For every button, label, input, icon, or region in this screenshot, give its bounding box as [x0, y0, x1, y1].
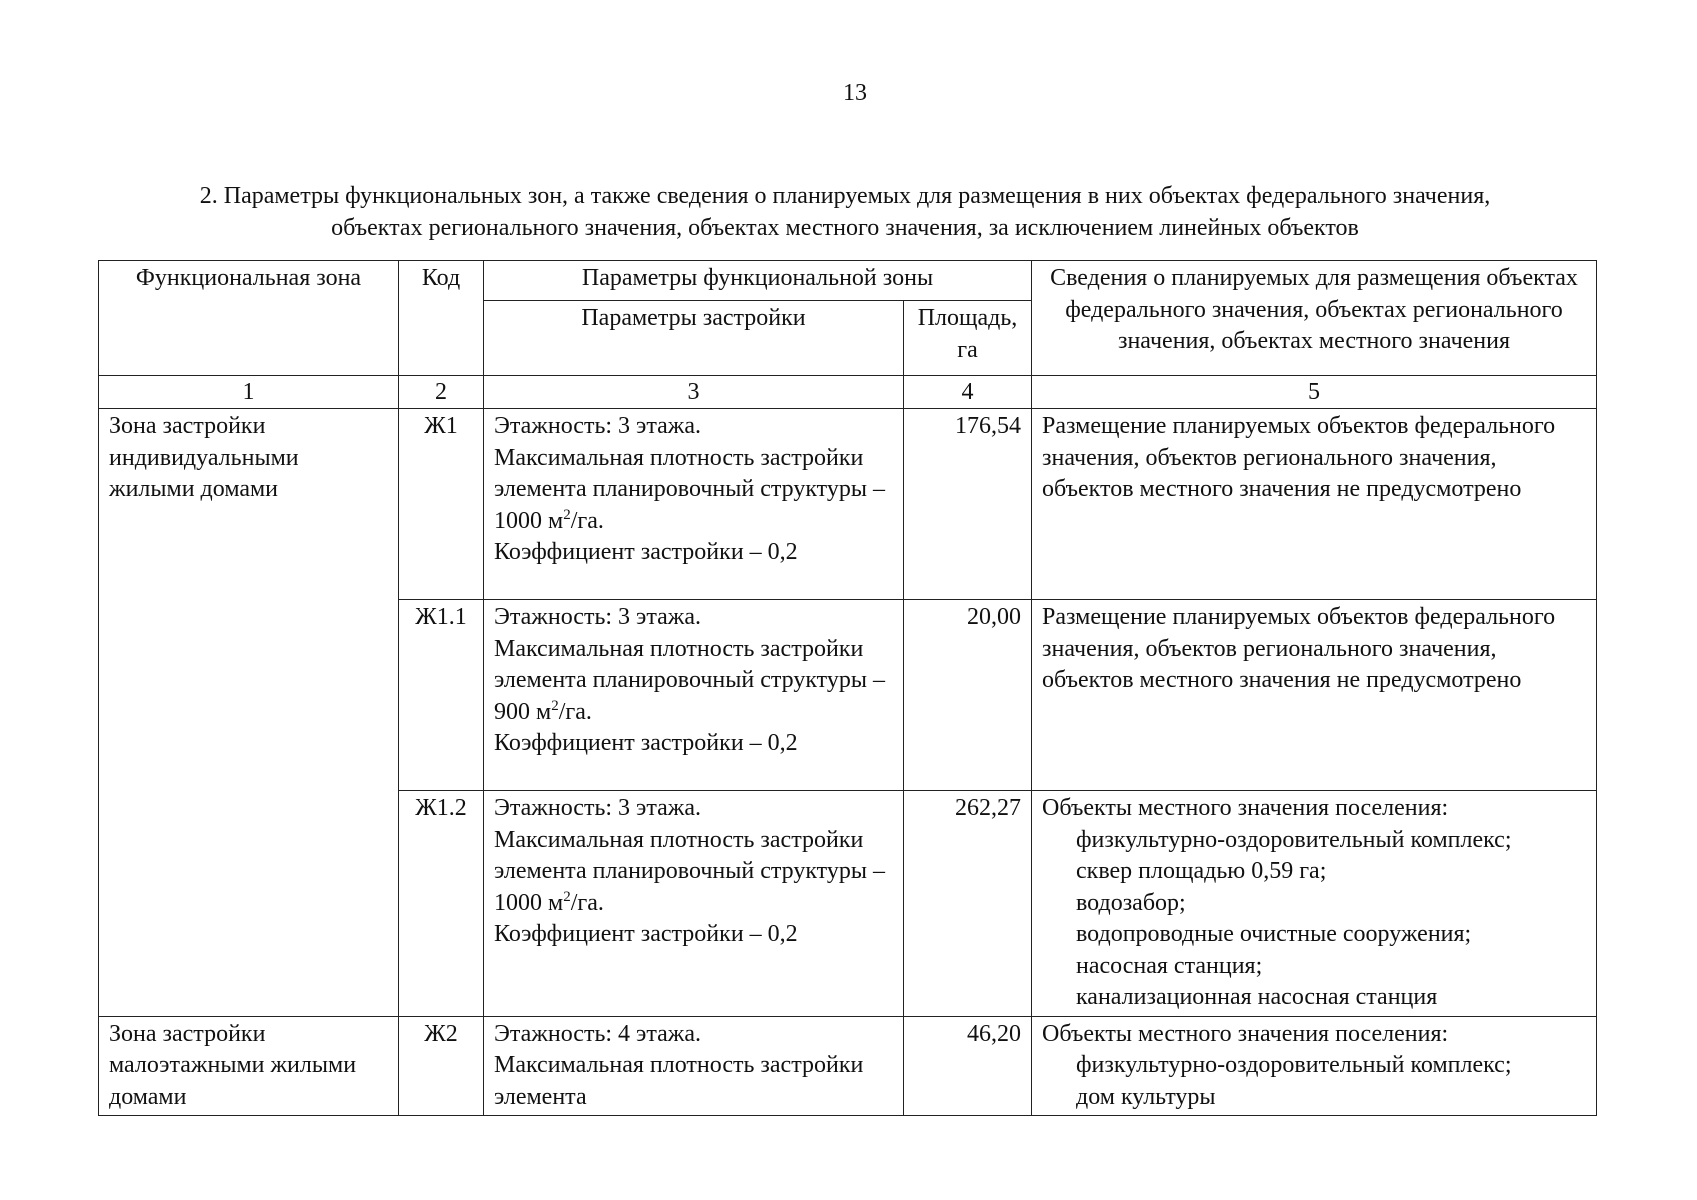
- floors-text: Этажность: 4 этажа.: [494, 1020, 702, 1047]
- density-value: 1000 $м^2/га$.: [494, 888, 604, 916]
- column-number-2: 2: [399, 376, 484, 409]
- info-item: физкультурно-оздоровительный комплекс;: [1076, 826, 1512, 853]
- header-area: Площадь, га: [904, 301, 1032, 376]
- header-code: Код: [399, 261, 484, 376]
- zone-area: 262,27: [904, 791, 1032, 1017]
- info-item: сквер площадью 0,59 га;: [1076, 858, 1327, 884]
- floors-text: Этажность: 3 этажа.: [494, 604, 702, 630]
- column-number-4: 4: [904, 376, 1032, 409]
- zone-area: 176,54: [904, 409, 1032, 600]
- info-item: водозабор;: [1076, 889, 1186, 916]
- zone-code: Ж2: [399, 1016, 484, 1116]
- floors-text: Этажность: 3 этажа.: [494, 795, 702, 821]
- density-label: Максимальная плотность застройки элемента планировочный структуры –: [494, 826, 885, 884]
- info-item: физкультурно-оздоровительный комплекс;: [1076, 1052, 1512, 1078]
- zone-area: 20,00: [904, 600, 1032, 791]
- info-item: насосная станция;: [1076, 952, 1263, 979]
- zone-area: 46,20: [904, 1016, 1032, 1116]
- column-number-1: 1: [99, 376, 399, 409]
- header-row-1: [99, 261, 1597, 301]
- zone-code: Ж1.2: [399, 791, 484, 1017]
- zone-code: Ж1: [399, 409, 484, 600]
- coefficient-text: Коэффициент застройки – 0,2: [494, 539, 798, 565]
- density-value: 900 $м^2/га$.: [494, 697, 592, 725]
- header-zone: Функциональная зона: [99, 261, 399, 376]
- info-cell: Размещение планируемых объектов федерального значения, объектов регионального значения, объектов местного значения не предусмотрено: [1032, 600, 1597, 791]
- section-title-line-2: объектах регионального значения, объектах местного значения, за исключением линейных объектов: [331, 215, 1359, 241]
- section-title: [100, 180, 1590, 244]
- column-number-5: 5: [1032, 376, 1597, 409]
- table-row: [99, 1016, 1597, 1116]
- header-info: Сведения о планируемых для размещения объектах федерального значения, объектах регионального значения, объектах местного значения: [1032, 261, 1597, 376]
- info-cell: [1032, 1016, 1597, 1116]
- column-number-3: 3: [484, 376, 904, 409]
- zone-code: Ж1.1: [399, 600, 484, 791]
- density-label: Максимальная плотность застройки элемента: [494, 1052, 864, 1110]
- page-number: 13: [843, 80, 867, 106]
- functional-zones-table: [98, 260, 1597, 1116]
- info-heading: Объекты местного значения поселения:: [1042, 1020, 1449, 1047]
- info-item: водопроводные очистные сооружения;: [1076, 921, 1472, 947]
- column-numbers-row: [99, 376, 1597, 409]
- table-row: [99, 409, 1597, 600]
- info-heading: Объекты местного значения поселения:: [1042, 795, 1449, 821]
- zone-name-cell: Зона застройки индивидуальными жилыми домами: [99, 409, 399, 1017]
- build-params-cell: [484, 600, 904, 791]
- density-label: Максимальная плотность застройки элемента планировочный структуры –: [494, 444, 885, 502]
- coefficient-text: Коэффициент застройки – 0,2: [494, 921, 798, 947]
- info-item: канализационная насосная станция: [1076, 984, 1438, 1010]
- build-params-cell: [484, 791, 904, 1017]
- coefficient-text: Коэффициент застройки – 0,2: [494, 730, 798, 756]
- info-item: дом культуры: [1076, 1083, 1216, 1110]
- build-params-cell: [484, 409, 904, 600]
- header-params-group: Параметры функциональной зоны: [484, 261, 1032, 301]
- header-build-params: Параметры застройки: [484, 301, 904, 376]
- info-cell: Размещение планируемых объектов федерального значения, объектов регионального значения, объектов местного значения не предусмотрено: [1032, 409, 1597, 600]
- density-value: 1000 $м^2/га$.: [494, 506, 604, 534]
- info-cell: [1032, 791, 1597, 1017]
- zone-name-cell: Зона застройки малоэтажными жилыми домами: [99, 1016, 399, 1116]
- floors-text: Этажность: 3 этажа.: [494, 413, 702, 439]
- section-title-line-1: 2. Параметры функциональных зон, а также сведения о планируемых для размещения в них объектах федерального значения,: [199, 183, 1491, 209]
- build-params-cell: [484, 1016, 904, 1116]
- density-label: Максимальная плотность застройки элемента планировочный структуры –: [494, 635, 885, 693]
